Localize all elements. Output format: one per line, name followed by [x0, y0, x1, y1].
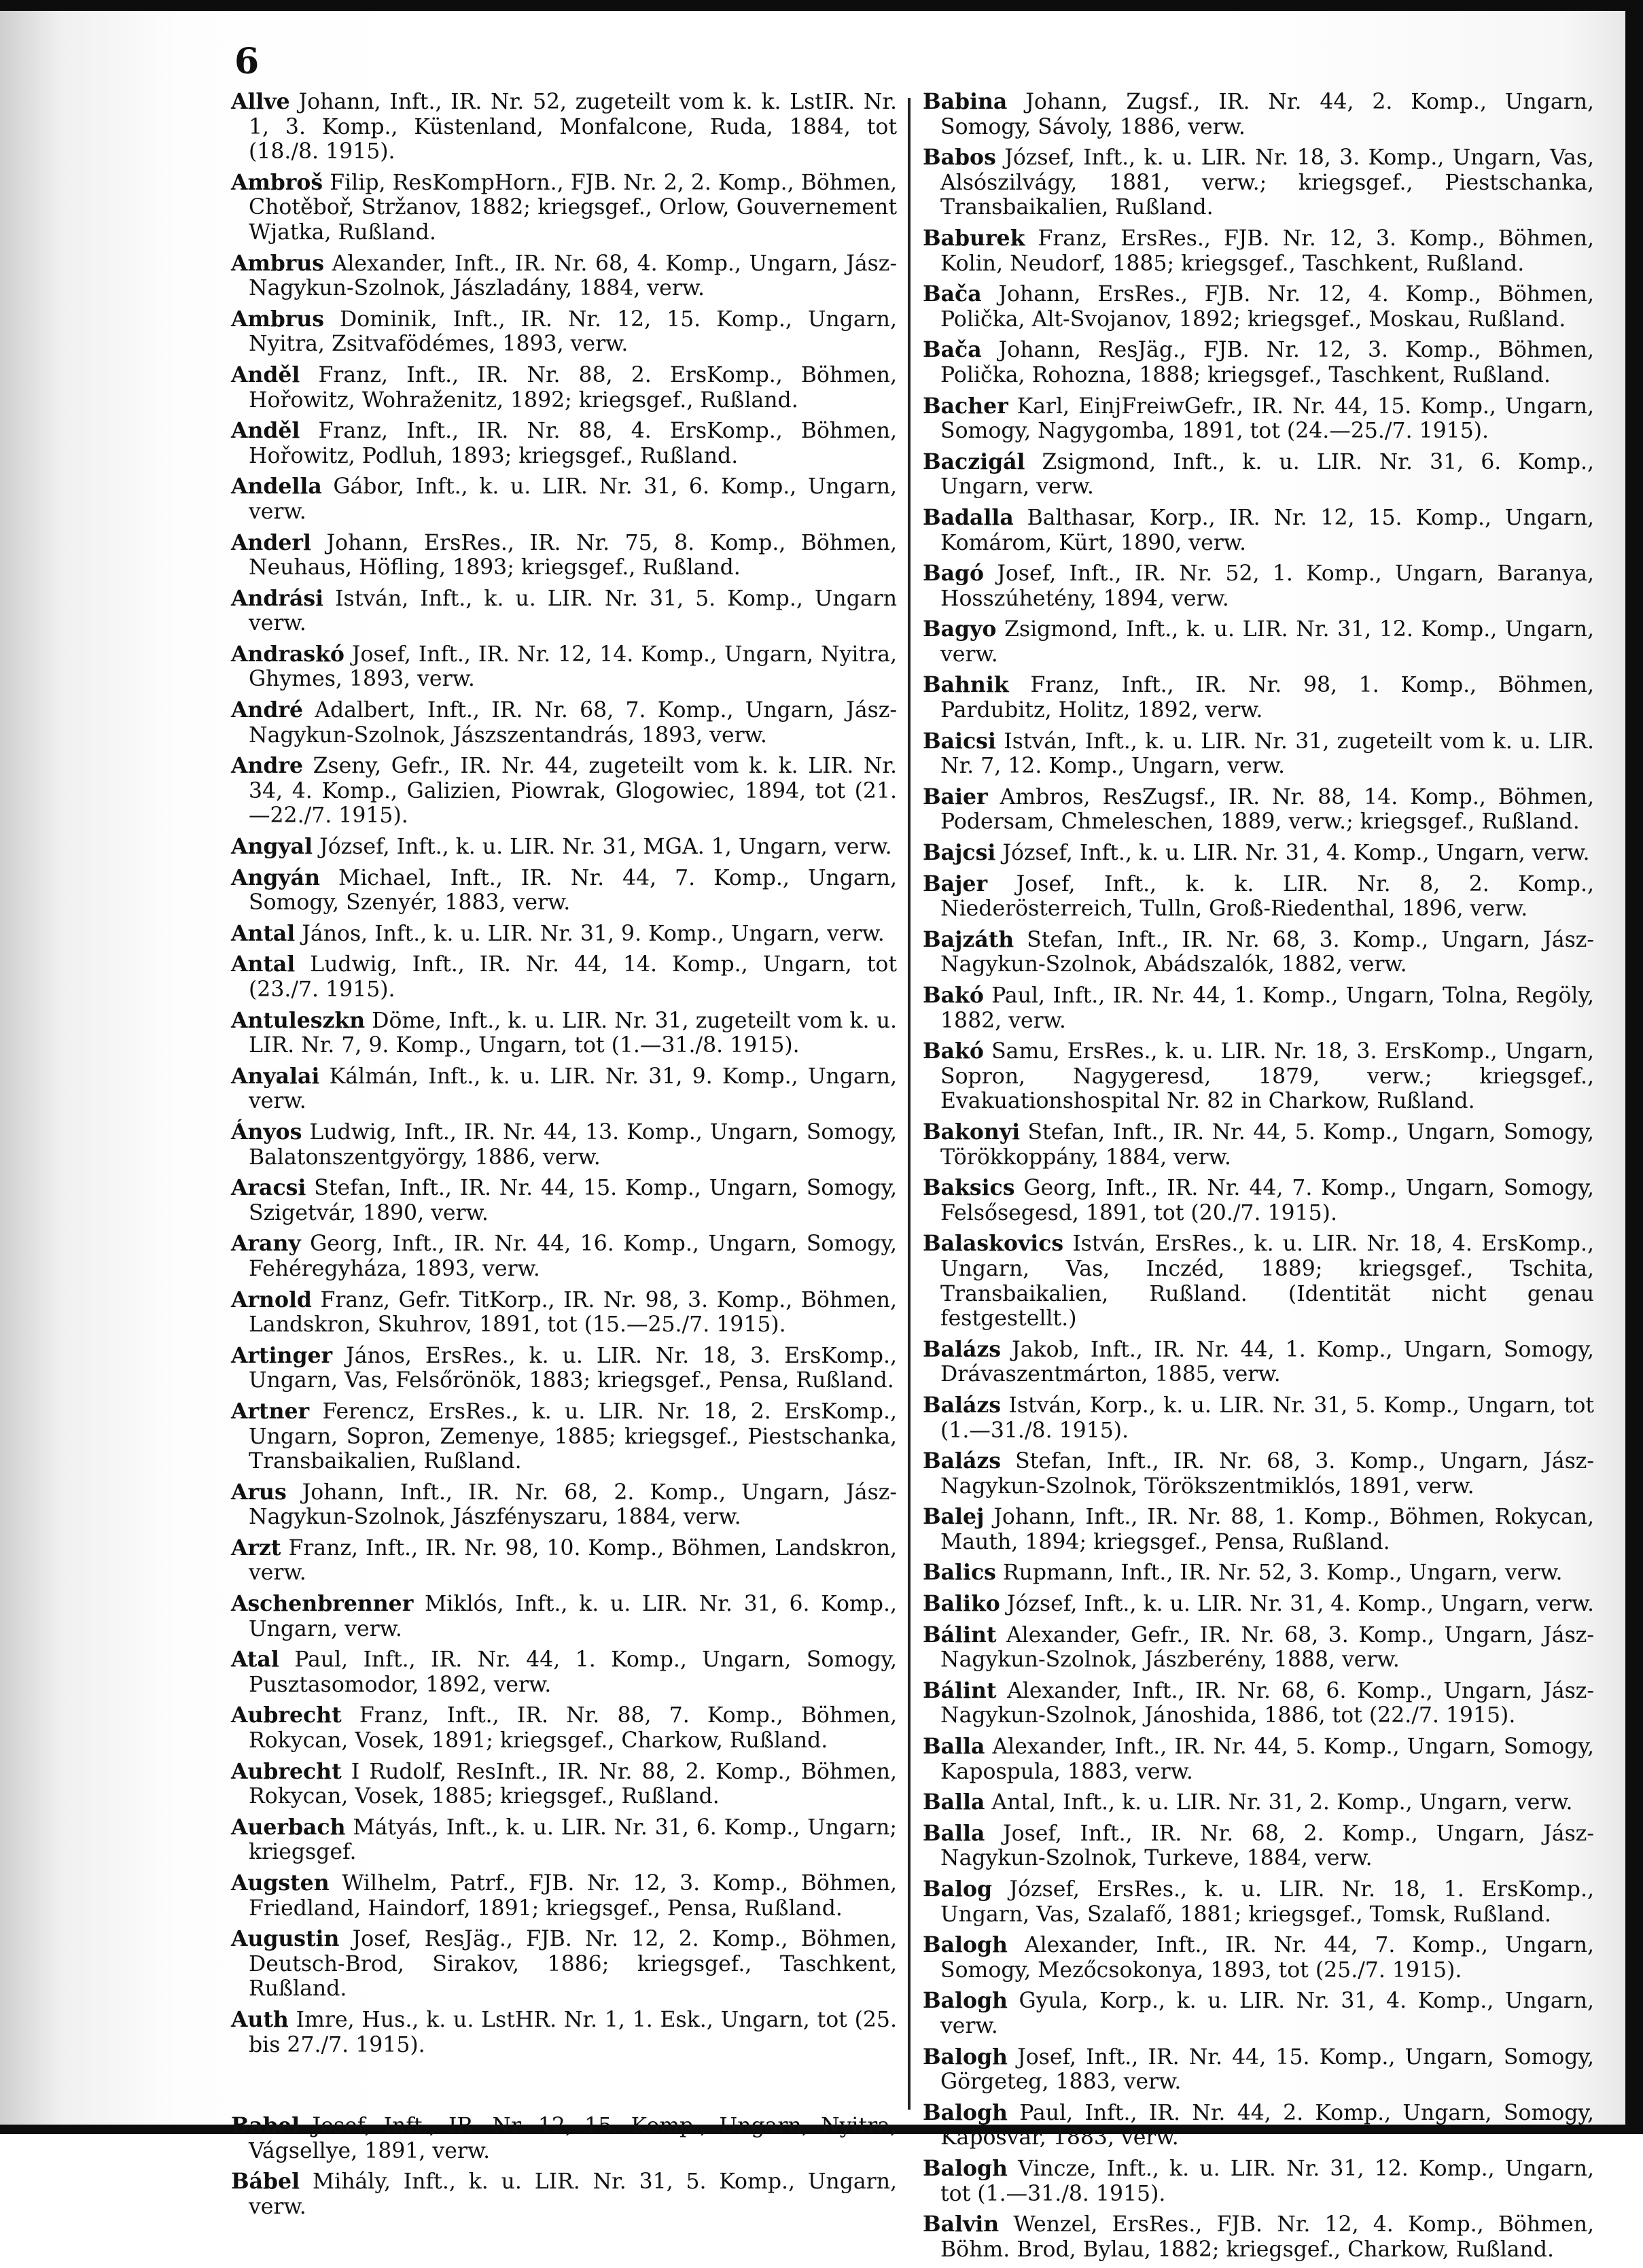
casualty-entry — [231, 171, 897, 245]
entry-surname: Balvin — [923, 2212, 1000, 2237]
casualty-entry — [231, 1344, 897, 1393]
entry-details: Josef, Inft., k. k. LIR. Nr. 8, 2. Komp., Niederösterreich, Tulln, Groß-Riedenthal, 1896, verw. — [940, 871, 1594, 922]
entry-details: Johann, Inft., IR. Nr. 52, zugeteilt vom k. k. LstIR. Nr. 1, 3. Komp., Küstenland, Monfalcone, Ruda, 1884, tot (18./8. 1915). — [249, 90, 898, 164]
entry-details: Franz, Inft., IR. Nr. 98, 10. Komp., Böhmen, Landskron, verw. — [249, 1535, 898, 1586]
entry-details: Alexander, Inft., IR. Nr. 44, 7. Komp., Ungarn, Somogy, Mezőcsokonya, 1893, tot (25./7. 1915). — [940, 1933, 1594, 1983]
casualty-entry — [923, 2157, 1594, 2206]
entry-surname: Angyán — [231, 865, 320, 890]
casualty-entry — [231, 307, 897, 357]
entry-surname: Antal — [231, 920, 296, 946]
entry-surname: Bahnik — [923, 672, 1009, 698]
entry-surname: Artinger — [231, 1342, 333, 1368]
casualty-entry — [923, 1821, 1594, 1871]
entry-surname: Baczigál — [923, 449, 1025, 474]
entry-surname: Artner — [231, 1398, 310, 1424]
entry-details: Vincze, Inft., k. u. LIR. Nr. 31, 12. Komp., Ungarn, tot (1.—31./8. 1915). — [940, 2156, 1595, 2206]
casualty-entry — [923, 1989, 1594, 2038]
entry-details: Alexander, Inft., IR. Nr. 68, 6. Komp., Ungarn, Jász-Nagykun-Szolnok, Jánoshida, 1886, tot (22./7. 1915). — [940, 1678, 1595, 1728]
casualty-entry — [923, 2045, 1594, 2095]
casualty-entry — [231, 1871, 897, 1921]
casualty-entry — [231, 1815, 897, 1865]
entry-surname: Augustin — [231, 1926, 340, 1952]
casualty-entry — [231, 866, 897, 915]
entry-details: Zsigmond, Inft., k. u. LIR. Nr. 31, 6. Komp., Ungarn, verw. — [940, 449, 1595, 500]
entry-details: Filip, ResKompHorn., FJB. Nr. 2, 2. Komp., Böhmen, Chotěboř, Stržanov, 1882; kriegsgef., Orlow, Gouvernement Wjatka, Rußland. — [249, 170, 897, 245]
entry-details: Michael, Inft., IR. Nr. 44, 7. Komp., Ungarn, Somogy, Szenyér, 1883, verw. — [249, 865, 897, 915]
entry-surname: Babina — [923, 89, 1008, 114]
casualty-entry — [231, 754, 897, 828]
casualty-entry — [923, 1338, 1594, 1387]
entry-details: Josef, Inft., IR. Nr. 68, 2. Komp., Ungarn, Jász-Nagykun-Szolnok, Turkeve, 1884, verw. — [940, 1821, 1594, 1871]
entry-details: Johann, ResJäg., FJB. Nr. 12, 3. Komp., Böhmen, Polička, Rohozna, 1888; kriegsgef., Taschkent, Rußland. — [940, 338, 1594, 387]
casualty-entry — [923, 872, 1594, 922]
page-number: 6 — [234, 41, 260, 82]
entry-surname: Balla — [923, 1734, 985, 1760]
casualty-entry — [923, 1120, 1594, 1170]
casualty-entry — [231, 1927, 897, 2002]
entry-details: József, Inft., k. u. LIR. Nr. 31, 4. Komp., Ungarn, verw. — [1006, 1592, 1594, 1617]
casualty-entry — [923, 1393, 1594, 1443]
entry-details: István, Inft., k. u. LIR. Nr. 31, zugeteilt vom k. u. LIR. Nr. 7, 12. Komp., Ungarn, verw. — [940, 729, 1594, 779]
casualty-entry — [923, 841, 1594, 866]
casualty-entry — [231, 1703, 897, 1753]
entry-details: Rupmann, Inft., IR. Nr. 52, 3. Komp., Ungarn, verw. — [1002, 1560, 1563, 1586]
entry-details: Samu, ErsRes., k. u. LIR. Nr. 18, 3. ErsKomp., Ungarn, Sopron, Nagygeresd, 1879, verw.; kriegsgef., Evakuationshospital Nr. 82 in Charkow, Rußland. — [940, 1039, 1595, 1114]
casualty-entry — [923, 1933, 1594, 1983]
casualty-entry — [231, 1760, 897, 1809]
casualty-entry — [231, 1232, 897, 1281]
entry-details: Georg, Inft., IR. Nr. 44, 16. Komp., Ungarn, Somogy, Fehéregyháza, 1893, verw. — [249, 1232, 898, 1281]
entry-surname: Andrási — [231, 585, 324, 611]
entry-details: Miklós, Inft., k. u. LIR. Nr. 31, 6. Komp., Ungarn, verw. — [249, 1592, 897, 1641]
entry-details: József, Inft., k. u. LIR. Nr. 31, 4. Komp., Ungarn, verw. — [1002, 841, 1590, 866]
entry-details: Adalbert, Inft., IR. Nr. 68, 7. Komp., Ungarn, Jász-Nagykun-Szolnok, Jászszentandrás, 1893, verw. — [249, 698, 898, 748]
casualty-entry — [231, 1480, 897, 1530]
entry-surname: Bajer — [923, 871, 988, 896]
entry-details: Paul, Inft., IR. Nr. 44, 1. Komp., Ungarn, Somogy, Pusztasomodor, 1892, verw. — [249, 1647, 897, 1697]
casualty-entry — [923, 506, 1594, 555]
entry-details: Josef, Inft., IR. Nr. 12, 15. Komp., Ungarn, Nyitra, Vágsellye, 1891, verw. — [249, 2114, 898, 2163]
casualty-entry — [231, 1536, 897, 1586]
entry-surname: Arzt — [231, 1535, 281, 1560]
entry-surname: Baier — [923, 784, 988, 809]
casualty-entry — [923, 1560, 1594, 1586]
entry-surname: Angyal — [231, 834, 313, 860]
casualty-entry — [923, 1679, 1594, 1728]
casualty-entry — [923, 983, 1594, 1033]
entry-details: Zsigmond, Inft., k. u. LIR. Nr. 31, 12. Komp., Ungarn, verw. — [940, 617, 1595, 667]
entry-surname: Aubrecht — [231, 1758, 342, 1784]
entry-details: Alexander, Inft., IR. Nr. 44, 5. Komp., Ungarn, Somogy, Kapospula, 1883, verw. — [940, 1734, 1595, 1784]
entry-details: Franz, Inft., IR. Nr. 98, 1. Komp., Böhmen, Pardubitz, Holitz, 1892, verw. — [940, 673, 1594, 723]
entry-surname: Bálint — [923, 1622, 997, 1647]
entry-surname: Anderl — [231, 529, 311, 555]
casualty-entry — [923, 1592, 1594, 1617]
entry-surname: Babel — [231, 2113, 300, 2139]
entry-surname: Andre — [231, 753, 304, 779]
casualty-entry — [231, 251, 897, 301]
entry-details: Johann, ErsRes., FJB. Nr. 12, 4. Komp., Böhmen, Polička, Alt-Svojanov, 1892; kriegsgef., Moskau, Rußland. — [940, 282, 1594, 332]
casualty-entry — [231, 1176, 897, 1225]
casualty-entry — [923, 2212, 1594, 2262]
entry-details: Stefan, Inft., IR. Nr. 68, 3. Komp., Ungarn, Jász-Nagykun-Szolnok, Törökszentmiklós, 1891, verw. — [940, 1449, 1595, 1499]
casualty-entry — [231, 2114, 897, 2163]
entry-details: Wenzel, ErsRes., FJB. Nr. 12, 4. Komp., Böhmen, Böhm. Brod, Bylau, 1882; kriegsgef., Charkow, Rußland. — [940, 2212, 1594, 2262]
casualty-entry — [231, 587, 897, 636]
entry-surname: Bajcsi — [923, 840, 996, 866]
casualty-entry — [231, 363, 897, 413]
entry-details: Franz, ErsRes., FJB. Nr. 12, 3. Komp., Böhmen, Kolin, Neudorf, 1885; kriegsgef., Taschkent, Rußland. — [940, 226, 1595, 276]
entry-surname: Bača — [923, 281, 982, 307]
column-divider — [908, 98, 911, 2110]
entry-surname: Baliko — [923, 1591, 1000, 1617]
entry-surname: Aracsi — [231, 1175, 306, 1201]
casualty-entry — [923, 1232, 1594, 1331]
entry-details: Antal, Inft., k. u. LIR. Nr. 31, 2. Komp., Ungarn, verw. — [991, 1790, 1573, 1815]
entry-details: Gábor, Inft., k. u. LIR. Nr. 31, 6. Komp., Ungarn, verw. — [249, 474, 897, 524]
entry-details: János, ErsRes., k. u. LIR. Nr. 18, 3. ErsKomp., Ungarn, Vas, Felsőrönök, 1883; kriegsgef., Pensa, Rußland. — [249, 1343, 898, 1393]
entry-details: Paul, Inft., IR. Nr. 44, 2. Komp., Ungarn, Somogy, Kaposvár, 1883, verw. — [940, 2100, 1594, 2150]
entry-surname: Auerbach — [231, 1814, 346, 1840]
entry-details: Karl, EinjFreiwGefr., IR. Nr. 44, 15. Komp., Ungarn, Somogy, Nagygomba, 1891, tot (24.—25./7. 1915). — [940, 394, 1594, 444]
left-column — [231, 90, 897, 2226]
entry-surname: Bábel — [231, 2169, 300, 2195]
entry-details: Josef, ResJäg., FJB. Nr. 12, 2. Komp., Böhmen, Deutsch-Brod, Sirakov, 1886; kriegsgef., Taschkent, Rußland. — [249, 1927, 897, 2002]
casualty-entry — [231, 1288, 897, 1338]
entry-surname: Arany — [231, 1231, 301, 1257]
entry-details: Josef, Inft., IR. Nr. 52, 1. Komp., Ungarn, Baranya, Hosszúhetény, 1894, verw. — [940, 561, 1594, 611]
entry-surname: Antal — [231, 952, 296, 977]
entry-surname: Badalla — [923, 504, 1014, 530]
entry-details: Döme, Inft., k. u. LIR. Nr. 31, zugeteilt vom k. u. LIR. Nr. 7, 9. Komp., Ungarn, tot (1.—31./8. 1915). — [249, 1008, 897, 1058]
casualty-entry — [231, 2008, 897, 2057]
entry-surname: Bajzáth — [923, 926, 1014, 952]
casualty-entry — [923, 1734, 1594, 1784]
casualty-entry — [923, 282, 1594, 332]
casualty-entry — [231, 531, 897, 580]
entry-details: József, Inft., k. u. LIR. Nr. 31, MGA. 1, Ungarn, verw. — [319, 835, 892, 860]
entry-surname: Bakó — [923, 1039, 984, 1064]
casualty-entry — [923, 1176, 1594, 1225]
entry-details: Gyula, Korp., k. u. LIR. Nr. 31, 4. Komp., Ungarn, verw. — [940, 1989, 1595, 2038]
entry-details: Johann, ErsRes., IR. Nr. 75, 8. Komp., Böhmen, Neuhaus, Höfling, 1893; kriegsgef., Rußland. — [249, 530, 897, 580]
entry-surname: Balla — [923, 1790, 985, 1815]
entry-surname: Babos — [923, 145, 996, 171]
entry-surname: Ambrus — [231, 250, 325, 276]
entry-surname: Bača — [923, 337, 982, 363]
casualty-entry — [231, 952, 897, 1002]
casualty-entry — [923, 673, 1594, 722]
entry-surname: Bacher — [923, 393, 1008, 419]
casualty-entry — [923, 1790, 1594, 1815]
right-column — [923, 90, 1594, 2268]
casualty-entry — [231, 922, 897, 947]
entry-details: József, ErsRes., k. u. LIR. Nr. 18, 1. ErsKomp., Ungarn, Vas, Szalafő, 1881; kriegsgef., Tomsk, Rußland. — [940, 1877, 1594, 1927]
entry-surname: Balej — [923, 1504, 985, 1530]
casualty-entry — [231, 474, 897, 524]
casualty-entry — [231, 2169, 897, 2219]
entry-details: Franz, Gefr. TitKorp., IR. Nr. 98, 3. Komp., Böhmen, Landskron, Skuhrov, 1891, tot (15.—25./7. 1915). — [249, 1287, 897, 1338]
entry-surname: Ambrus — [231, 306, 325, 332]
entry-details: Alexander, Inft., IR. Nr. 68, 4. Komp., Ungarn, Jász-Nagykun-Szolnok, Jászladány, 1884, verw. — [249, 251, 898, 301]
entry-details: István, ErsRes., k. u. LIR. Nr. 18, 4. ErsKomp., Ungarn, Vas, Inczéd, 1889; kriegsgef., Tschita, Transbaikalien, Rußland. (Identität nicht genau festgestellt.) — [940, 1232, 1595, 1331]
casualty-entry — [923, 145, 1594, 220]
entry-surname: Andella — [231, 474, 322, 500]
casualty-entry — [923, 90, 1594, 139]
entry-surname: Arnold — [231, 1287, 312, 1312]
casualty-entry — [923, 226, 1594, 276]
casualty-entry — [923, 1039, 1594, 1114]
entry-surname: Balogh — [923, 2155, 1008, 2181]
entry-surname: Ambroš — [231, 169, 323, 195]
entry-details: Franz, Inft., IR. Nr. 88, 4. ErsKomp., Böhmen, Hořowitz, Podluh, 1893; kriegsgef., Rußland. — [249, 419, 898, 468]
entry-details: Franz, Inft., IR. Nr. 88, 7. Komp., Böhmen, Rokycan, Vosek, 1891; kriegsgef., Charkow, Rußland. — [249, 1703, 897, 1754]
entry-details: Ludwig, Inft., IR. Nr. 44, 13. Komp., Ungarn, Somogy, Balatonszentgyörgy, 1886, verw. — [249, 1119, 897, 1170]
entry-details: Franz, Inft., IR. Nr. 88, 2. ErsKomp., Böhmen, Hořowitz, Wohraženitz, 1892; kriegsgef., Rußland. — [249, 362, 898, 413]
entry-details: Imre, Hus., k. u. LstHR. Nr. 1, 1. Esk., Ungarn, tot (25. bis 27./7. 1915). — [249, 2007, 897, 2057]
entry-surname: Bálint — [923, 1677, 997, 1703]
entry-surname: André — [231, 697, 304, 723]
entry-details: Josef, Inft., IR. Nr. 44, 15. Komp., Ungarn, Somogy, Görgeteg, 1883, verw. — [940, 2044, 1594, 2095]
entry-details: Ludwig, Inft., IR. Nr. 44, 14. Komp., Ungarn, tot (23./7. 1915). — [249, 952, 897, 1002]
entry-details: Stefan, Inft., IR. Nr. 44, 15. Komp., Ungarn, Somogy, Szigetvár, 1890, verw. — [249, 1176, 897, 1225]
casualty-entry — [923, 928, 1594, 977]
casualty-entry — [923, 338, 1594, 387]
casualty-entry — [231, 1064, 897, 1114]
entry-surname: Balogh — [923, 1932, 1008, 1958]
entry-details: János, Inft., k. u. LIR. Nr. 31, 9. Komp., Ungarn, verw. — [302, 921, 885, 946]
entry-details: Johann, Inft., IR. Nr. 68, 2. Komp., Ungarn, Jász-Nagykun-Szolnok, Jászfényszaru, 1884, verw. — [249, 1480, 897, 1530]
entry-surname: Baksics — [923, 1175, 1015, 1201]
casualty-entry — [923, 1623, 1594, 1673]
casualty-entry — [231, 1120, 897, 1170]
casualty-entry — [231, 1592, 897, 1641]
entry-surname: Anděl — [231, 418, 300, 444]
entry-surname: Anděl — [231, 362, 300, 387]
entry-surname: Arus — [231, 1479, 287, 1505]
entry-surname: Bagó — [923, 561, 985, 587]
entry-surname: Balázs — [923, 1336, 1002, 1362]
entry-surname: Antuleszkn — [231, 1007, 366, 1033]
entry-details: Mihály, Inft., k. u. LIR. Nr. 31, 5. Komp., Ungarn, verw. — [249, 2169, 897, 2219]
casualty-entry — [923, 785, 1594, 835]
entry-details: Johann, Inft., IR. Nr. 88, 1. Komp., Böhmen, Rokycan, Mauth, 1894; kriegsgef., Pensa, Rußland. — [940, 1505, 1594, 1554]
entry-surname: Allve — [231, 89, 290, 114]
entry-details: Balthasar, Korp., IR. Nr. 12, 15. Komp., Ungarn, Komárom, Kürt, 1890, verw. — [940, 505, 1594, 555]
entry-details: Paul, Inft., IR. Nr. 44, 1. Komp., Ungarn, Tolna, Regöly, 1882, verw. — [940, 983, 1595, 1033]
casualty-entry — [231, 1009, 897, 1058]
casualty-entry — [923, 561, 1594, 611]
entry-details: Zseny, Gefr., IR. Nr. 44, zugeteilt vom k. k. LIR. Nr. 34, 4. Komp., Galizien, Piowrak, Glogowiec, 1894, tot (21.—22./7. 1915). — [249, 754, 898, 828]
entry-details: Ferencz, ErsRes., k. u. LIR. Nr. 18, 2. ErsKomp., Ungarn, Sopron, Zemenye, 1885; kriegsgef., Piestschanka, Transbaikalien, Rußland. — [249, 1399, 897, 1474]
entry-details: József, Inft., k. u. LIR. Nr. 18, 3. Komp., Ungarn, Vas, Alsószilvágy, 1881, verw.; kriegsgef., Piestschanka, Transbaikalien, Rußland. — [940, 145, 1594, 220]
entry-surname: Balázs — [923, 1448, 1002, 1474]
entry-surname: Augsten — [231, 1870, 330, 1896]
section-gap — [231, 2063, 897, 2114]
entry-surname: Bakonyi — [923, 1119, 1021, 1145]
entry-surname: Auth — [231, 2006, 289, 2032]
entry-surname: Bakó — [923, 983, 984, 1008]
entry-surname: Baicsi — [923, 728, 996, 754]
entry-details: István, Inft., k. u. LIR. Nr. 31, 5. Komp., Ungarn verw. — [249, 586, 898, 636]
entry-details: Josef, Inft., IR. Nr. 12, 14. Komp., Ungarn, Nyitra, Ghymes, 1893, verw. — [249, 642, 897, 692]
casualty-entry — [231, 698, 897, 748]
entry-surname: Balogh — [923, 1988, 1008, 2014]
casualty-entry — [231, 642, 897, 692]
casualty-entry — [923, 2101, 1594, 2150]
entry-details: Georg, Inft., IR. Nr. 44, 7. Komp., Ungarn, Somogy, Felsősegesd, 1891, tot (20./7. 1915). — [940, 1176, 1594, 1225]
entry-details: Mátyás, Inft., k. u. LIR. Nr. 31, 6. Komp., Ungarn; kriegsgef. — [249, 1815, 897, 1865]
entry-surname: Atal — [231, 1647, 279, 1673]
casualty-entry — [923, 394, 1594, 444]
entry-surname: Bagyo — [923, 616, 997, 642]
entry-surname: Balogh — [923, 2044, 1008, 2070]
casualty-entry — [923, 729, 1594, 779]
entry-surname: Baburek — [923, 225, 1025, 251]
entry-surname: Balázs — [923, 1392, 1002, 1418]
casualty-entry — [231, 1647, 897, 1697]
casualty-entry — [231, 419, 897, 468]
entry-details: Wilhelm, Patrf., FJB. Nr. 12, 3. Komp., Böhmen, Friedland, Haindorf, 1891; kriegsgef., Pensa, Rußland. — [249, 1871, 897, 1921]
entry-surname: Balogh — [923, 2099, 1008, 2125]
entry-details: Dominik, Inft., IR. Nr. 12, 15. Komp., Ungarn, Nyitra, Zsitvafödémes, 1893, verw. — [249, 307, 897, 357]
entry-surname: Balog — [923, 1877, 993, 1902]
entry-details: Kálmán, Inft., k. u. LIR. Nr. 31, 9. Komp., Ungarn, verw. — [249, 1064, 897, 1114]
entry-details: István, Korp., k. u. LIR. Nr. 31, 5. Komp., Ungarn, tot (1.—31./8. 1915). — [940, 1393, 1595, 1443]
casualty-entry — [923, 1877, 1594, 1927]
casualty-entry — [923, 617, 1594, 667]
casualty-entry — [231, 1399, 897, 1474]
entry-surname: Anyalai — [231, 1063, 320, 1089]
entry-details: I Rudolf, ResInft., IR. Nr. 88, 2. Komp., Böhmen, Rokycan, Vosek, 1885; kriegsgef., Rußland. — [249, 1759, 898, 1809]
casualty-entry — [923, 450, 1594, 500]
entry-surname: Aschenbrenner — [231, 1591, 414, 1617]
entry-surname: Balla — [923, 1820, 985, 1846]
casualty-entry — [231, 90, 897, 164]
casualty-entry — [231, 835, 897, 860]
entry-details: Jakob, Inft., IR. Nr. 44, 1. Komp., Ungarn, Somogy, Drávaszentmárton, 1885, verw. — [940, 1337, 1595, 1387]
casualty-entry — [923, 1505, 1594, 1554]
entry-surname: Balics — [923, 1560, 996, 1586]
entry-details: Stefan, Inft., IR. Nr. 68, 3. Komp., Ungarn, Jász-Nagykun-Szolnok, Abádszalók, 1882, verw. — [940, 927, 1595, 977]
entry-surname: Andraskó — [231, 641, 344, 667]
entry-details: Ambros, ResZugsf., IR. Nr. 88, 14. Komp., Böhmen, Podersam, Chmeleschen, 1889, verw.; kriegsgef., Rußland. — [940, 784, 1595, 835]
entry-surname: Ányos — [231, 1119, 302, 1145]
casualty-entry — [923, 1449, 1594, 1499]
entry-details: Stefan, Inft., IR. Nr. 44, 5. Komp., Ungarn, Somogy, Törökkoppány, 1884, verw. — [940, 1119, 1594, 1170]
entry-details: Alexander, Gefr., IR. Nr. 68, 3. Komp., Ungarn, Jász-Nagykun-Szolnok, Jászberény, 1888, verw. — [940, 1622, 1594, 1673]
entry-details: Johann, Zugsf., IR. Nr. 44, 2. Komp., Ungarn, Somogy, Sávoly, 1886, verw. — [940, 90, 1594, 139]
entry-surname: Balaskovics — [923, 1231, 1064, 1257]
entry-surname: Aubrecht — [231, 1703, 342, 1728]
